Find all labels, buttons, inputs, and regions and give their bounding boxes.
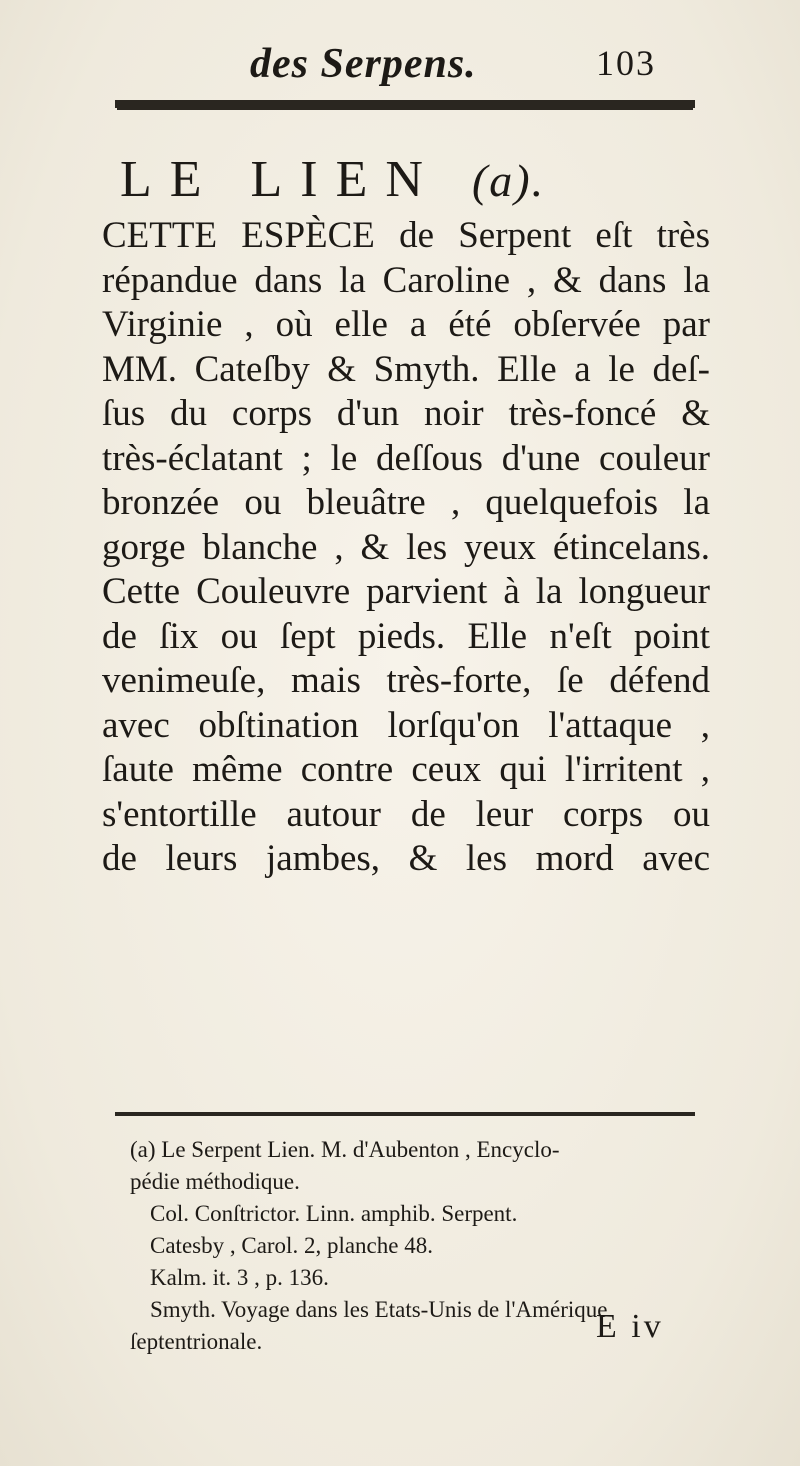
footnote-reference: (a). [471, 155, 546, 206]
body-line: MM. Cateſby & Smyth. Elle a le deſ- [102, 348, 710, 390]
body-line: Cette Couleuvre parvient à la longueur [102, 571, 710, 612]
body-line: gorge blanche , & les yeux étincelans. [102, 526, 710, 568]
footnote-line: ſeptentrionale. [130, 1329, 263, 1354]
footnote-line: (a) Le Serpent Lien. M. d'Aubenton , Encyclo- [130, 1137, 560, 1162]
running-head: des Serpens. [250, 41, 477, 87]
body-text [102, 214, 710, 882]
body-line: CETTE ESPÈCE de Serpent eſt très [102, 215, 710, 256]
body-line: répandue dans la Caroline , & dans la [102, 259, 710, 301]
body-line: ſaute même contre ceux qui l'irritent , [102, 749, 710, 790]
footnote-line: Smyth. Voyage dans les Etats-Unis de l'Amérique [150, 1297, 608, 1322]
body-line: de ſix ou ſept pieds. Elle n'eſt point [102, 615, 710, 657]
footnote-line: Col. Conſtrictor. Linn. amphib. Serpent. [150, 1201, 518, 1226]
top-rule [115, 100, 695, 108]
footnote-line: Catesby , Carol. 2, planche 48. [150, 1233, 433, 1258]
footnote-line: Kalm. it. 3 , p. 136. [150, 1265, 329, 1290]
signature-mark: E iv [596, 1308, 664, 1345]
footnote-rule [115, 1112, 695, 1116]
chapter-title [120, 150, 720, 209]
body-line: de leurs jambes, & les mord avec [102, 838, 710, 879]
page-number: 103 [596, 43, 656, 83]
body-line: avec obſtination lorſqu'on l'attaque , [102, 704, 710, 746]
footnote-line: pédie méthodique. [130, 1169, 300, 1194]
body-line: très-éclatant ; le deſſous d'une couleur [102, 437, 710, 479]
body-line: Virginie , où elle a été obſervée par [102, 304, 710, 345]
chapter-title-text: LE LIEN [120, 151, 441, 208]
body-line: bronzée ou bleuâtre , quelquefois la [102, 482, 710, 523]
body-line: s'entortille autour de leur corps ou [102, 793, 710, 835]
body-line: ſus du corps d'un noir très-foncé & [102, 393, 710, 434]
body-line: venimeuſe, mais très-forte, ſe défend [102, 660, 710, 701]
